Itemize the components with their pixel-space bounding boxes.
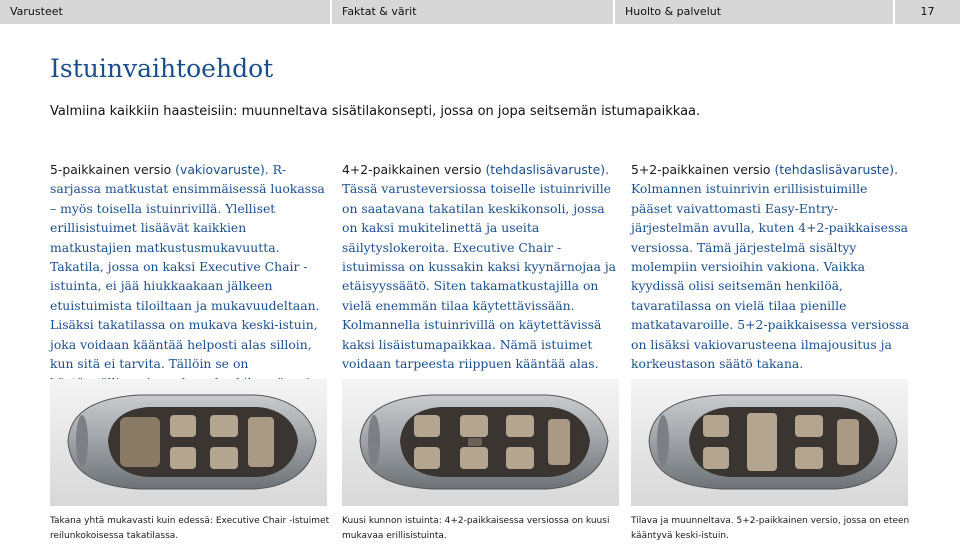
car-interior-photo-5plus2-seat [631, 379, 908, 506]
page-title: Istuinvaihtoehdot [50, 54, 274, 83]
column-body: Kolmannen istuinrivin erillisistuimille pääset vaivattomasti Easy-Entry-järjestelmän avulla, kuten 4+2-paikkaisessa versiossa. Tämä järjestelmä sisältyy molempiin versioihin vakiona. Vaikka kyydissä olisi seitsemän henkilöä, tavaratilassa on vielä tilaa pienille matkatavaroille. 5+2-paikkaisessa versiossa on lisäksi vakiovarusteena ilmajousitus ja korkeustason säätö takana. [631, 181, 910, 372]
tab-huolto-ja-palvelut[interactable]: Huolto & palvelut [615, 0, 893, 24]
column-heading-note: (tehdaslisävaruste). [481, 162, 610, 177]
tab-varusteet[interactable]: Varusteet [0, 0, 330, 24]
column-body: Tässä varusteversiossa toiselle istuinriville on saatavana takatilan keskikonsoli, jossa on kaksi mukitelinettä ja useita säilytyslokeroita. Executive Chair -istuimissa on kussakin kaksi kyynärnojaa ja etäisyyssäätö. Siten takamatkustajilla on vielä enemmän tilaa käytettävissään. Kolmannella istuinrivillä on käytettävissä kaksi lisäistumapaikkaa. Nämä istuimet voidaan tarpeesta riippuen kääntää alas. [342, 181, 617, 372]
column-heading: 4+2-paikkainen versio [342, 162, 482, 177]
car-interior-photo-4plus2-seat [342, 379, 619, 506]
photo-caption: Kuusi kunnon istuinta: 4+2-paikkaisessa versiossa on kuusi mukavaa erillisistuinta. [342, 516, 610, 541]
page-number: 17 [895, 0, 960, 24]
column-heading: 5+2-paikkainen versio [631, 162, 771, 177]
text-column-4plus2-seat [342, 160, 622, 373]
text-column-5-seat [50, 160, 330, 393]
tab-faktat-ja-varit[interactable]: Faktat & värit [332, 0, 613, 24]
column-heading-note: (tehdaslisävaruste). [770, 162, 899, 177]
top-navigation-bar [0, 0, 960, 24]
column-heading: 5-paikkainen versio [50, 162, 172, 177]
photo-caption: Tilava ja muunneltava. 5+2-paikkainen versio, jossa on eteen kääntyvä keski-istuin. [631, 516, 910, 541]
page-subtitle: Valmiina kaikkiin haasteisiin: muunneltava sisätilakonsepti, jossa on jopa seitsemän istumapaikkaa. [50, 104, 701, 119]
column-body: R-sarjassa matkustat ensimmäisessä luokassa – myös toisella istuinrivillä. Ylelliset erillisistuimet lisäävät kaikkien matkustajien matkustusmukavuutta. Takatila, jossa on kaksi Executive Chair -istuinta, ei jää hiukkaakaan jälkeen etuistuimista tiloiltaan ja mukavuudeltaan. Lisäksi takatilassa on mukava keski-istuin, joka voidaan kääntää helposti alas silloin, kun sitä ei tarvita. Tällöin se on [50, 162, 325, 372]
text-column-5plus2-seat [631, 160, 911, 373]
car-interior-photo-5-seat [50, 379, 327, 506]
photo-caption: Takana yhtä mukavasti kuin edessä: Executive Chair -istuimet reilunkokoisessa takatilassa. [50, 516, 330, 541]
column-heading-note: (vakiovaruste). [171, 162, 269, 177]
